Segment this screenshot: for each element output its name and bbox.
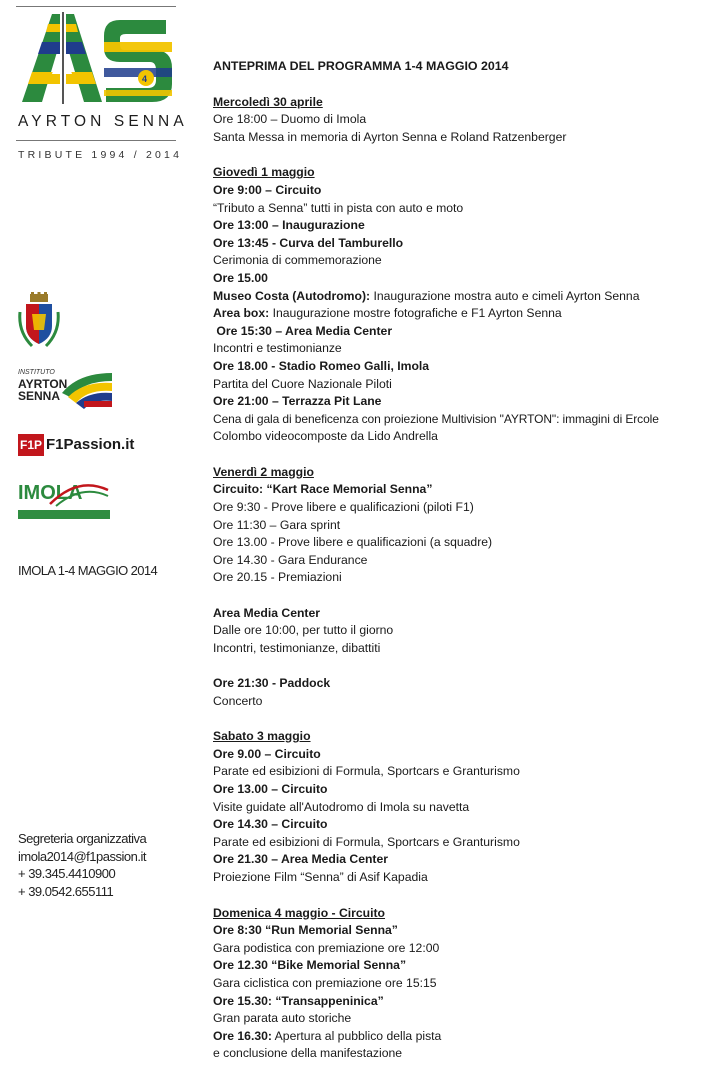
day-section-friday: [213, 464, 725, 710]
sidebar: [0, 0, 200, 1079]
event-line: Proiezione Film “Senna” di Asif Kapadia: [213, 869, 428, 884]
event-desc: Apertura al pubblico della pista: [271, 1028, 442, 1043]
event-line: Ore 20.15 - Premiazioni: [213, 570, 342, 585]
event-line: e conclusione della manifestazione: [213, 1046, 403, 1061]
event-line: Ore 18:00 – Duomo di Imola: [213, 112, 367, 127]
logo-name: AYRTON SENNA: [18, 113, 188, 130]
event-time: Ore 16.30:: [213, 1028, 272, 1043]
day-section-saturday: [213, 728, 725, 886]
logo-top-rule: [16, 6, 176, 7]
event-line: Concerto: [213, 693, 263, 708]
event-line: Parate ed esibizioni di Formula, Sportcars e Granturismo: [213, 834, 520, 849]
event-time: Ore 12.30 “Bike Memorial Senna”: [213, 958, 407, 973]
event-place: Museo Costa (Autodromo):: [213, 288, 371, 303]
event-line: Incontri, testimonianze, dibattiti: [213, 640, 381, 655]
imola-word: IMOLA: [18, 482, 83, 504]
event-time: Ore 15.30: “Transappeninica”: [213, 993, 384, 1008]
contact-email: imola2014@f1passion.it: [18, 848, 146, 864]
event-line: Santa Messa in memoria di Ayrton Senna e Roland Ratzenberger: [213, 129, 567, 144]
f1p-badge: F1P: [18, 434, 44, 456]
day-heading: Venerdì 2 maggio: [213, 464, 314, 479]
event-time: Ore 13:45 - Curva del Tamburello: [213, 235, 404, 250]
event-line: Partita del Cuore Nazionale Piloti: [213, 376, 392, 391]
contact-label: Segreteria organizzativa: [18, 831, 147, 846]
event-line: Gara ciclistica con premiazione ore 15:15: [213, 975, 437, 990]
event-time: Ore 13.00 – Circuito: [213, 781, 328, 796]
page-title: ANTEPRIMA DEL PROGRAMMA 1-4 MAGGIO 2014: [213, 59, 509, 73]
program-content: [213, 58, 725, 1081]
event-time: Ore 9.00 – Circuito: [213, 746, 321, 761]
event-line: Cena di gala di beneficenza con proiezione Multivision "AYRTON": immagini di Ercole: [213, 411, 659, 426]
event-line: Incontri e testimonianze: [213, 341, 342, 356]
event-time: Ore 9:00 – Circuito: [213, 182, 322, 197]
contact-info: [18, 830, 146, 900]
event-time: Ore 21:00 – Terrazza Pit Lane: [213, 394, 382, 409]
ayrton-senna-monogram-logo: [16, 12, 176, 104]
spacer: [213, 587, 725, 605]
logo-tribute: TRIBUTE 1994 / 2014: [18, 149, 183, 161]
event-time: Ore 13:00 – Inaugurazione: [213, 218, 365, 233]
event-line: Ore 11:30 – Gara sprint: [213, 517, 341, 532]
event-time: Area Media Center: [213, 605, 321, 620]
day-heading: Domenica 4 maggio - Circuito: [213, 905, 386, 920]
event-line: Gara podistica con premiazione ore 12:00: [213, 940, 440, 955]
event-desc: Inaugurazione mostra auto e cimeli Ayrton Senna: [370, 288, 640, 303]
day-section-wednesday: [213, 94, 725, 147]
imola-crest-icon: [18, 292, 60, 350]
logo-mid-rule: [16, 140, 176, 141]
event-line: Visite guidate all'Autodromo di Imola su navetta: [213, 799, 470, 814]
event-line: Ore 9:30 - Prove libere e qualificazioni (piloti F1): [213, 500, 474, 515]
contact-phone-mobile: + 39.345.4410900: [18, 866, 116, 881]
event-line: [213, 288, 725, 306]
event-line: Ore 14.30 - Gara Endurance: [213, 552, 368, 567]
event-time: Ore 18.00 - Stadio Romeo Galli, Imola: [213, 358, 430, 373]
event-time: Ore 14.30 – Circuito: [213, 817, 328, 832]
event-line: Cerimonia di commemorazione: [213, 253, 382, 268]
f1passion-text: F1Passion.it: [46, 436, 135, 453]
event-dates: IMOLA 1-4 MAGGIO 2014: [18, 563, 158, 578]
event-line: “Tributo a Senna” tutti in pista con auto e moto: [213, 200, 464, 215]
event-time: Ore 21.30 – Area Media Center: [213, 852, 388, 867]
imola-bar: [18, 510, 110, 519]
day-heading: Giovedì 1 maggio: [213, 165, 315, 180]
contact-phone-office: + 39.0542.655111: [18, 883, 114, 899]
instituto-small-text: INSTITUTO: [18, 369, 55, 376]
event-line: [213, 1028, 725, 1046]
event-time: Ore 8:30 “Run Memorial Senna”: [213, 923, 398, 938]
imola-swoosh-icon: [48, 482, 110, 508]
event-place: Area box:: [213, 306, 270, 321]
event-line: [213, 305, 725, 323]
event-time: Ore 15:30 – Area Media Center: [213, 323, 393, 338]
spacer: [213, 657, 725, 675]
instituto-line1: AYRTON: [18, 377, 68, 391]
instituto-line2: SENNA: [18, 389, 61, 403]
day-heading: Mercoledì 30 aprile: [213, 94, 323, 109]
event-time: Circuito: “Kart Race Memorial Senna”: [213, 482, 433, 497]
event-line: Gran parata auto storiche: [213, 1011, 352, 1026]
svg-text:4: 4: [142, 74, 148, 84]
day-heading: Sabato 3 maggio: [213, 729, 311, 744]
event-line: Parate ed esibizioni di Formula, Sportcars e Granturismo: [213, 764, 520, 779]
event-line: Colombo videocomposte da Lido Andrella: [213, 429, 438, 444]
event-time: Ore 21:30 - Paddock: [213, 676, 331, 690]
instituto-ayrton-senna-logo: [18, 367, 114, 413]
event-time: Ore 15.00: [213, 270, 268, 285]
event-desc: Inaugurazione mostre fotografiche e F1 Ayrton Senna: [269, 306, 562, 321]
instituto-mark-icon: [58, 367, 114, 409]
imola-logo: [18, 482, 110, 522]
event-line: Dalle ore 10:00, per tutto il giorno: [213, 623, 394, 638]
day-section-thursday: [213, 164, 725, 446]
event-line: Ore 13.00 - Prove libere e qualificazioni (a squadre): [213, 535, 493, 550]
day-section-sunday: [213, 905, 725, 1063]
